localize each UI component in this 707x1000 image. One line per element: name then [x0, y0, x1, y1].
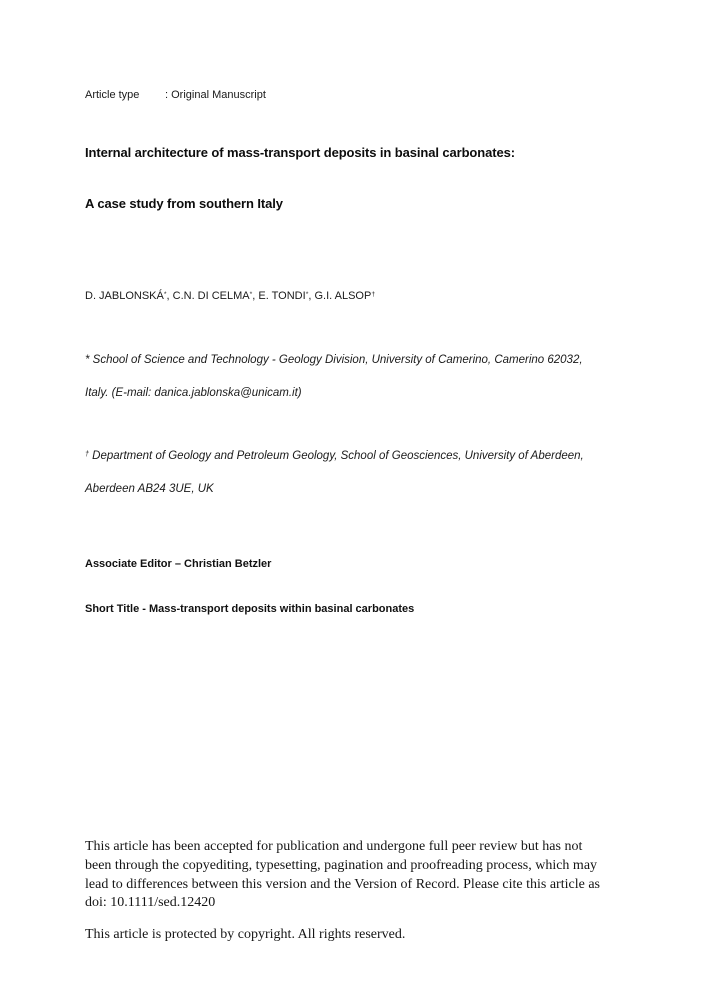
article-type-value: : Original Manuscript — [165, 89, 266, 101]
acceptance-notice-line-1: This article has been accepted for publication and undergone full peer review but has not — [85, 839, 583, 854]
affiliation-1-line-2: Italy. (E-mail: danica.jablonska@unicam.it) — [85, 387, 302, 399]
author-name: , C.N. DI CELMA — [166, 290, 250, 302]
affiliation-1-marker: * — [85, 354, 90, 366]
affiliation-2-line-1: † Department of Geology and Petroleum Geology, School of Geosciences, University of Aberdeen, — [85, 449, 584, 462]
author-name: , E. TONDI — [252, 290, 306, 302]
paper-title-line-1: Internal architecture of mass-transport deposits in basinal carbonates: — [85, 145, 515, 160]
affiliation-1-text: School of Science and Technology - Geology Division, University of Camerino, Camerino 62032, — [89, 354, 583, 366]
affiliation-2-line-2: Aberdeen AB24 3UE, UK — [85, 483, 214, 495]
acceptance-notice-line-4: doi: 10.1111/sed.12420 — [85, 895, 216, 910]
acceptance-notice-line-2: been through the copyediting, typesetting, pagination and proofreading process, which may — [85, 858, 598, 873]
short-title-line: Short Title - Mass-transport deposits within basinal carbonates — [85, 603, 415, 615]
article-type-label: Article type — [85, 89, 140, 101]
author-name: D. JABLONSKÁ — [85, 290, 164, 302]
affiliation-1-line-1 — [85, 354, 583, 366]
affiliation-2-text: Department of Geology and Petroleum Geology, School of Geosciences, University of Aberdeen, — [88, 450, 584, 462]
copyright-notice: This article is protected by copyright. All rights reserved. — [85, 927, 406, 942]
article-type-line — [85, 89, 266, 101]
paper-title-line-2: A case study from southern Italy — [85, 196, 283, 211]
author-name: , G.I. ALSOP — [308, 290, 372, 302]
acceptance-notice-line-3: lead to differences between this version and the Version of Record. Please cite this article as — [85, 877, 600, 892]
authors-line: D. JABLONSKÁ*, C.N. DI CELMA*, E. TONDI*, G.I. ALSOP† — [85, 290, 376, 302]
associate-editor-line: Associate Editor – Christian Betzler — [85, 558, 272, 570]
